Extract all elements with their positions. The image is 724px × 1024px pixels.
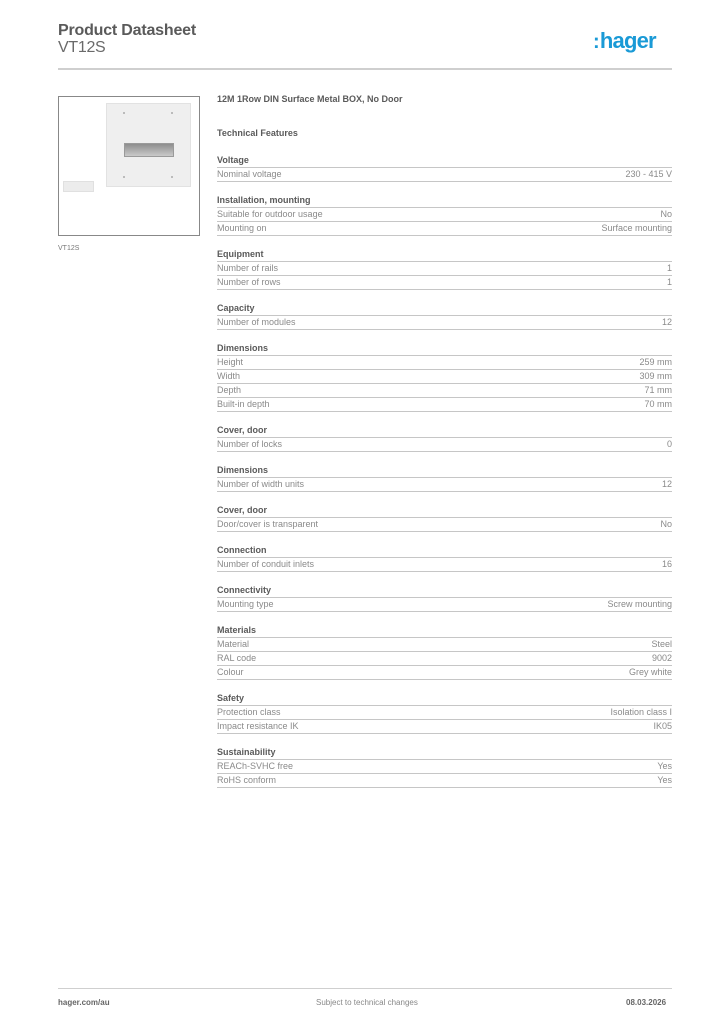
spec-row [217, 760, 672, 774]
spec-row [217, 356, 672, 370]
spec-value: Steel [651, 639, 672, 649]
spec-label: Impact resistance IK [217, 721, 299, 731]
spec-row [217, 558, 672, 572]
screw-icon [123, 112, 125, 114]
spec-value: 9002 [651, 653, 672, 663]
spec-label: Number of modules [217, 317, 296, 327]
spec-label: Protection class [217, 707, 281, 717]
spec-group [217, 154, 672, 182]
spec-label: Number of locks [217, 439, 283, 449]
spec-group-title: Installation, mounting [217, 194, 672, 208]
spec-label: Nominal voltage [217, 169, 282, 179]
spec-group [217, 624, 672, 680]
footer-website-link[interactable]: hager.com/au [58, 998, 110, 1007]
spec-group [217, 342, 672, 412]
spec-row [217, 168, 672, 182]
spec-row [217, 398, 672, 412]
spec-label: REACh-SVHC free [217, 761, 294, 771]
spec-row [217, 384, 672, 398]
spec-row [217, 262, 672, 276]
footer-date: 08.03.2026 [626, 998, 667, 1007]
spec-group-title: Dimensions [217, 464, 672, 478]
spec-row [217, 316, 672, 330]
blanking-cover-graphic [63, 181, 94, 192]
spec-label: RoHS conform [217, 775, 277, 785]
spec-group-title: Capacity [217, 302, 672, 316]
spec-row [217, 598, 672, 612]
spec-label: Number of rows [217, 277, 281, 287]
spec-group-title: Connectivity [217, 584, 672, 598]
spec-row [217, 438, 672, 452]
spec-row [217, 774, 672, 788]
spec-group [217, 692, 672, 734]
spec-value: 71 mm [644, 385, 672, 395]
spec-value: 12 [661, 479, 672, 489]
spec-row [217, 478, 672, 492]
spec-group-title: Cover, door [217, 504, 672, 518]
spec-group-title: Safety [217, 692, 672, 706]
spec-value: 1 [666, 277, 672, 287]
spec-group-title: Voltage [217, 154, 672, 168]
spec-value: 70 mm [644, 399, 672, 409]
technical-features-heading: Technical Features [217, 128, 298, 138]
product-code: VT12S [58, 39, 106, 56]
spec-value: 0 [666, 439, 672, 449]
spec-group-title: Cover, door [217, 424, 672, 438]
spec-label: Height [217, 357, 244, 367]
spec-value: No [660, 519, 672, 529]
spec-label: Mounting on [217, 223, 267, 233]
spec-groups [217, 154, 672, 788]
spec-row [217, 208, 672, 222]
spec-group [217, 504, 672, 532]
spec-value: Grey white [628, 667, 672, 677]
spec-label: Depth [217, 385, 242, 395]
spec-value: 259 mm [639, 357, 672, 367]
spec-label: Door/cover is transparent [217, 519, 319, 529]
spec-row [217, 652, 672, 666]
spec-value: 1 [666, 263, 672, 273]
footer-divider [58, 988, 672, 989]
spec-value: Yes [657, 761, 672, 771]
screw-icon [123, 176, 125, 178]
spec-group-title: Equipment [217, 248, 672, 262]
spec-group [217, 464, 672, 492]
screw-icon [171, 112, 173, 114]
enclosure-body-graphic [106, 103, 191, 187]
spec-value: 12 [661, 317, 672, 327]
spec-label: Number of conduit inlets [217, 559, 315, 569]
spec-group-title: Dimensions [217, 342, 672, 356]
spec-value: No [660, 209, 672, 219]
spec-group [217, 248, 672, 290]
spec-group [217, 584, 672, 612]
spec-label: Colour [217, 667, 244, 677]
hager-logo [593, 28, 656, 54]
spec-label: Mounting type [217, 599, 274, 609]
spec-label: Number of width units [217, 479, 305, 489]
spec-value: Screw mounting [607, 599, 672, 609]
spec-group-title: Materials [217, 624, 672, 638]
spec-group [217, 746, 672, 788]
spec-label: RAL code [217, 653, 257, 663]
spec-value: Isolation class I [610, 707, 672, 717]
spec-row [217, 666, 672, 680]
spec-group-title: Sustainability [217, 746, 672, 760]
spec-value: 309 mm [639, 371, 672, 381]
spec-row [217, 720, 672, 734]
spec-label: Width [217, 371, 241, 381]
spec-row [217, 370, 672, 384]
spec-label: Number of rails [217, 263, 279, 273]
spec-group [217, 194, 672, 236]
spec-value: 230 - 415 V [625, 169, 672, 179]
logo-colon: : [593, 31, 599, 53]
spec-group [217, 302, 672, 330]
spec-value: Surface mounting [601, 223, 672, 233]
spec-group [217, 544, 672, 572]
spec-label: Suitable for outdoor usage [217, 209, 323, 219]
spec-label: Material [217, 639, 250, 649]
spec-row [217, 706, 672, 720]
header-divider [58, 68, 672, 70]
logo-text: hager [599, 28, 656, 53]
page-title: Product Datasheet [58, 22, 196, 39]
footer-notice: Subject to technical changes [316, 998, 418, 1007]
spec-group [217, 424, 672, 452]
spec-value: IK05 [653, 721, 672, 731]
spec-group-title: Connection [217, 544, 672, 558]
spec-value: Yes [657, 775, 672, 785]
product-image [58, 96, 200, 236]
spec-content [217, 94, 672, 788]
screw-icon [171, 176, 173, 178]
spec-row [217, 518, 672, 532]
product-name: 12M 1Row DIN Surface Metal BOX, No Door [217, 94, 403, 104]
spec-value: 16 [661, 559, 672, 569]
spec-label: Built-in depth [217, 399, 270, 409]
din-rail-slot-graphic [124, 143, 174, 157]
spec-row [217, 638, 672, 652]
spec-row [217, 276, 672, 290]
image-caption: VT12S [58, 245, 80, 252]
spec-row [217, 222, 672, 236]
